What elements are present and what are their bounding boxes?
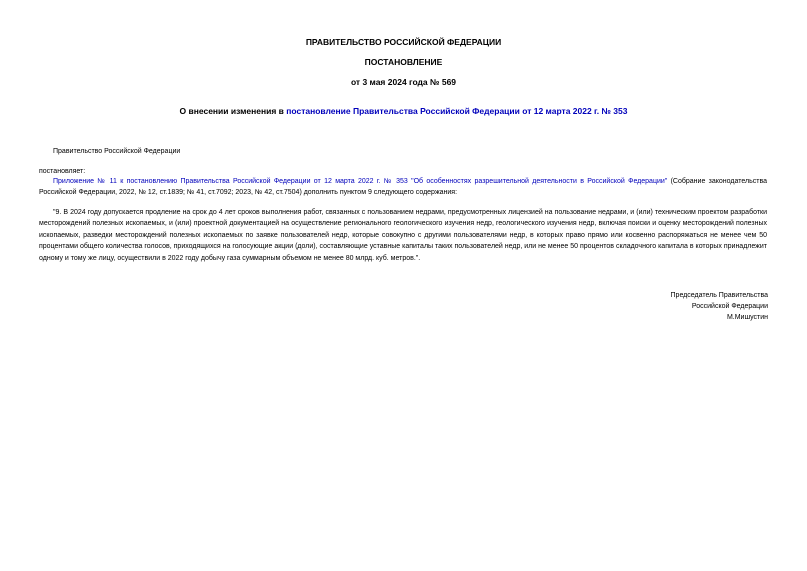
subject-prefix: О внесении изменения в	[179, 106, 287, 116]
appendix-link[interactable]: Приложение № 11 к постановлению Правительства Российской Федерации от 12 марта 2022 г. № 353 "Об особенностях разрешительной деятельности в Российской Федерации"	[53, 178, 668, 185]
signature-name: М.Мишустин	[726, 314, 768, 321]
amendment-paragraph-rest: (Собрание законодательства Российской Федерации, 2022, № 12, ст.1839; № 41, ст.7092; 2023, № 42, ст.7504) дополнить пунктом 9 следующего содержания:	[39, 178, 767, 197]
signature-organization: Российской Федерации	[691, 303, 768, 310]
subject-link[interactable]: постановление Правительства Российской Федерации от 12 марта 2022 г. № 353	[286, 106, 628, 116]
document-type: ПОСТАНОВЛЕНИЕ	[364, 57, 443, 67]
signature-position: Председатель Правительства	[670, 292, 768, 299]
amendment-paragraph	[39, 176, 767, 199]
document-subject	[0, 106, 807, 116]
document-date-number: от 3 мая 2024 года № 569	[350, 77, 457, 87]
issuer-text: Правительство Российской Федерации	[53, 148, 181, 155]
government-title: ПРАВИТЕЛЬСТВО РОССИЙСКОЙ ФЕДЕРАЦИИ	[305, 37, 502, 47]
decides-text: постановляет:	[39, 168, 86, 175]
new-clause-paragraph: "9. В 2024 году допускается продление на срок до 4 лет сроков выполнения работ, связанных с пользованием недрами, предусмотренных лицензией на пользование недрами, и (или) техническим проектом разработки месторождений полезных ископаемых, и (или) проектной документацией на осуществление регионального геологического изучения недр, геологического изучения недр, включая поиски и оценку месторождений полезных ископаемых, разведки месторождений полезных ископаемых по заявке пользователей недр, которые совокупно с другими пользователями недр, в которых право прямо или косвенно распоряжаться не менее чем 50 процентами общего количества голосов, приходящихся на голосующие акции (доли), составляющие уставные капиталы таких пользователей недр, или не менее 50 процентов складочного капитала в которых принадлежит одному и тому же лицу, осуществили в 2022 году добычу газа суммарным объемом не менее 80 млрд. куб. метров.".	[39, 209, 767, 262]
